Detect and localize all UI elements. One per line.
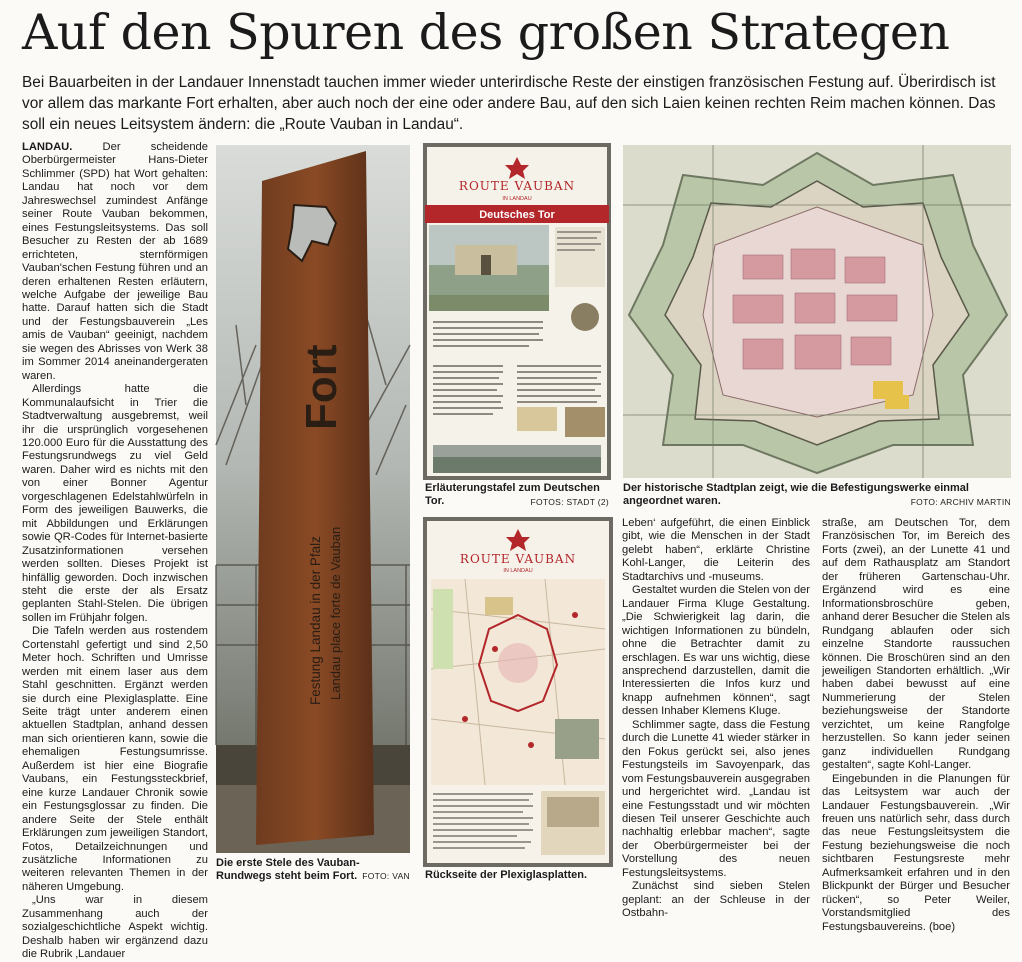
stele-line-1: Festung Landau in der Pfalz <box>308 536 323 705</box>
paragraph: Eingebunden in die Planungen für das Leitsystem war auch der Landauer Festungsbauverein. „Wir freuen uns natürlich sehr, dass durch das neue Festungsleitsystem die Festung beziehungsweise die noch sichtbaren Festungsreste mehr Aufmerksamkeit erfahren und in den Blickpunkt der Bürger und Besucher rücken“, so Peter Weiler, Vorstandsmitglied des Festungsbauvereins. (boe) <box>822 772 1010 933</box>
backside-caption: Rückseite der Plexiglasplatten. <box>425 869 588 881</box>
photo-credit: FOTO: VAN <box>362 871 410 881</box>
backside-photo <box>425 519 611 865</box>
stele-caption: Die erste Stele des Vauban-Rundwegs steht beim Fort. FOTO: VAN <box>216 857 410 882</box>
article-column-4 <box>822 517 1010 933</box>
backside-logo-sub: IN LANDAU <box>503 568 533 574</box>
paragraph: Die Tafeln werden aus rostendem Cortenstahl gefertigt und sind 2,50 Meter hoch. Schriften und Umrisse werden mit einem laser aus dem Stahl geschnitten. Ergänzt werden sie durch eine Plexiglasplatte. Eine Seite trägt unter anderem einen aktuellen Stadtplan, anhand dessen man sich orientieren kann, sowie die ehemaligen Festungsumrisse. Außerdem ist hier eine Biografie Vaubans, ein Festungssteckbrief, eine kurze Landauer Chronik sowie ein Festungsglossar zu finden. Die andere Seite der Stele enthält Erklärungen zum jeweiligen Standort, Fotos, Detailzeichnungen und zusätzliche Informationen zu weiteren relevanten Themen in der näheren Umgebung. <box>22 625 208 893</box>
board-logo-sub: IN LANDAU <box>502 196 532 202</box>
historic-map-caption: Der historische Stadtplan zeigt, wie die Befestigungswerke einmal angeordnet waren. FOTO: ARCHIV MARTIN <box>623 482 1011 507</box>
stele-photo <box>216 145 410 853</box>
stele-word-fort: Fort <box>297 344 346 430</box>
paragraph: Gestaltet wurden die Stelen von der Landauer Firma Kluge Gestaltung. „Die Schwierigkeit lag darin, die wichtigen Informationen zu bündeln, ohne die Betrachter damit zu erschlagen. Es war uns wichtig, diese ansprechend darzustellen, damit die Interessierten die Infos kurz und knapp aufnehmen können“, sagt dessen Inhaber Klemens Kluge. <box>622 584 810 718</box>
board-banner: Deutsches Tor <box>479 209 555 221</box>
paragraph: straße, am Deutschen Tor, dem Französischen Tor, im Bereich des Forts (zwei), an der Lunette 41 und auf dem Rathausplatz am Standort der früheren Gartenschau-Uhr. Ergänzend wird es eine Informationsbroschüre geben, anhand derer Besucher die Stelen als Rundgang ablaufen oder sich einzelne Standorte raussuchen können. Die Broschüren sind an den jeweiligen Standorten erhältlich. „Wir haben dabei bewusst auf eine Nummerierung der Stelen beziehungsweise der Standorte verzichtet, um keine Rangfolge herzustellen. So kann jeder seinen ganz individuellen Rundgang gestalten“, sagte Kohl-Langer. <box>822 517 1010 772</box>
paragraph: Zunächst sind sieben Stelen geplant: an der Schleuse in der Ostbahn- <box>622 880 810 920</box>
paragraph: LANDAU. Der scheidende Oberbürgermeister Hans-Dieter Schlimmer (SPD) hat Wort gehalten: Landau hat noch vor dem Jahreswechsel zumindest Anfänge seiner Route Vauban bekommen, eines Festungsleitsystems. Das soll Besucher zu Resten der ab 1689 errichteten, sternförmigen Vauban'schen Festung führen und an deren erhaltenen Resten erläutern, welche Aufgabe der jeweilige Bau hatte. Darauf hatten sich die Stadt und der Festungsbauverein „Les amis de Vauban“ geeinigt, nachdem sie wegen des Abrisses von Werk 38 im Sommer 2014 aneinandergeraten waren. <box>22 141 208 382</box>
paragraph: Leben‘ aufgeführt, die einen Einblick gibt, wie die Menschen in der Stadt gelebt haben“, erklärte Christine Kohl-Langer, die Leiterin des Stadtarchivs und -museums. <box>622 517 810 583</box>
board-logo-title: ROUTE VAUBAN <box>458 179 576 193</box>
backside-illustration <box>425 519 611 865</box>
article-column-1 <box>22 141 208 961</box>
photo-credit: FOTOS: STADT (2) <box>530 497 609 507</box>
paragraph: Allerdings hatte die Kommunalaufsicht in Trier die Stadtverwaltung ausgebremst, weil ihr die ursprünglich vorgesehenen 120.000 Euro für die Ausstattung des Festungsrundwegs zu viel Geld waren. Daher wird es nichts mit den von einer Bonner Agentur vorgeschlagenen Edelstahlwürfeln in Form des jeweiligen Bauwerks, die mit Abbildungen und Erklärungen sowie QR-Codes für Internet-basierte Zusatzinformationen versehen werden sollten. Dieses Projekt ist hinfällig geworden. Doch inzwischen steht die erste der als Ersatz geplanten Stahl-Stelen. Die übrigen sollen im Frühjahr folgen. <box>22 383 208 624</box>
photo-credit: FOTO: ARCHIV MARTIN <box>910 497 1011 507</box>
paragraph: „Uns war in diesem Zusammenhang auch der sozialgeschichtliche Aspekt wichtig. Deshalb haben wir ergänzend dazu die Rubrik ‚Landauer <box>22 894 208 961</box>
paragraph: Schlimmer sagte, dass die Festung durch die Lunette 41 wieder stärker in den Fokus gerückt sei, also jenes Festungsteils im Savoyenpark, das vom Festungsbauverein ausgegraben und hergerichtet wird. „Landau ist eine Festungsstadt und wir möchten diesen Teil unserer Geschichte auch nachhaltig erlebbar machen“, sagte der Oberbürgermeister bei der Vorstellung des neuen Festungsleitsystems. <box>622 718 810 879</box>
lede: Bei Bauarbeiten in der Landauer Innenstadt tauchen immer wieder unterirdische Reste der einstigen französischen Festung auf. Überirdisch ist vor allem das markante Fort erhalten, aber auch noch der eine oder andere Bau, auf den sich Laien keinen rechten Reim machen können. Das soll ein neues Leitsystem ändern: die „Route Vauban in Landau“. <box>22 74 996 133</box>
fortress-map-illustration <box>623 145 1011 478</box>
stele-illustration <box>216 145 410 853</box>
info-board-photo <box>425 145 609 478</box>
dateline: LANDAU. <box>22 141 73 153</box>
article-column-3 <box>622 517 810 920</box>
historic-map-photo <box>623 145 1011 478</box>
headline: Auf den Spuren des großen Strategen <box>22 4 950 61</box>
info-board-caption: Erläuterungstafel zum Deutschen Tor. FOTOS: STADT (2) <box>425 482 609 507</box>
backside-logo-title: ROUTE VAUBAN <box>459 552 577 566</box>
stele-line-2: Landau place forte de Vauban <box>328 526 343 700</box>
info-board-illustration <box>425 145 609 478</box>
